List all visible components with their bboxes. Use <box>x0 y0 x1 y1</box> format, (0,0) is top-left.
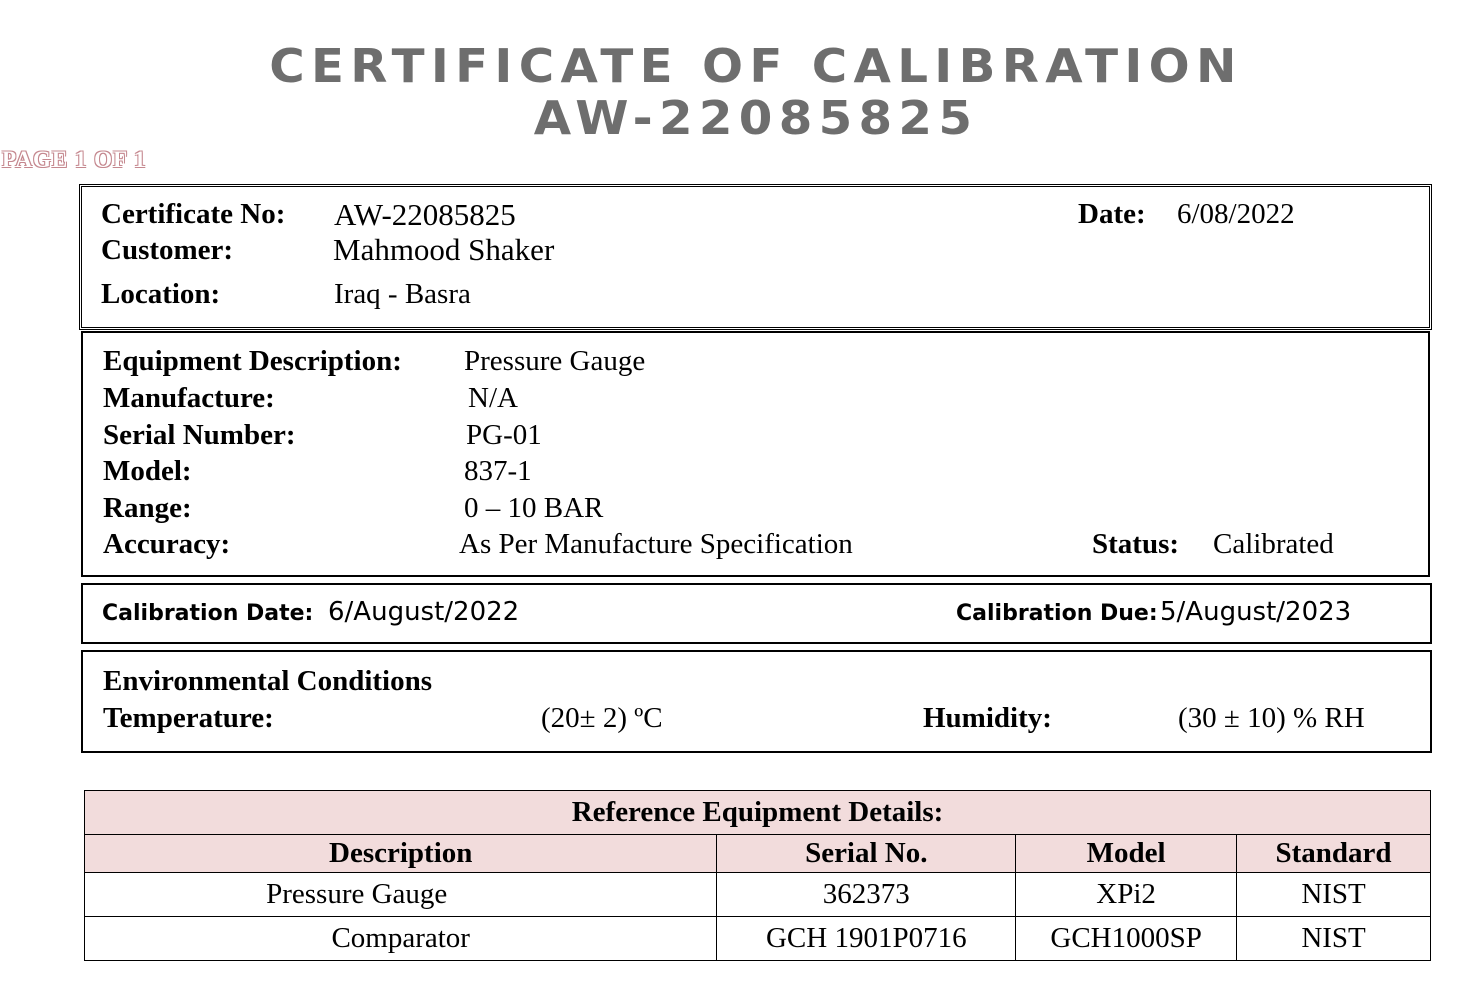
range-value: 0 – 10 BAR <box>464 492 604 524</box>
column-header-description: Description <box>85 835 717 873</box>
cert-no-label: Certificate No: <box>101 198 286 230</box>
page-indicator: PAGE 1 OF 1 <box>2 147 147 172</box>
table-cell-serial-no: 362373 <box>717 873 1016 917</box>
customer-label: Customer: <box>101 234 234 266</box>
manufacture-value: N/A <box>468 382 518 414</box>
model-value: 837-1 <box>464 455 532 487</box>
accuracy-value: As Per Manufacture Specification <box>459 528 853 560</box>
column-header-model: Model <box>1016 835 1237 873</box>
table-cell-standard: NIST <box>1237 917 1431 961</box>
table-cell-model: XPi2 <box>1016 873 1237 917</box>
date-label: Date: <box>1078 198 1146 230</box>
customer-value: Mahmood Shaker <box>333 232 555 267</box>
equipment-description-value: Pressure Gauge <box>464 345 646 377</box>
location-value: Iraq - Basra <box>334 278 471 310</box>
status-label: Status: <box>1092 528 1180 560</box>
reference-equipment-table <box>84 790 1431 961</box>
model-label: Model: <box>103 455 192 487</box>
status-value: Calibrated <box>1213 528 1334 560</box>
table-row <box>85 873 1431 917</box>
calibration-date-value: 6/August/2022 <box>328 597 520 627</box>
environmental-heading: Environmental Conditions <box>103 665 433 697</box>
location-label: Location: <box>101 278 221 310</box>
column-header-standard: Standard <box>1237 835 1431 873</box>
calibration-due-value: 5/August/2023 <box>1160 597 1352 627</box>
table-cell-serial-no: GCH 1901P0716 <box>717 917 1016 961</box>
certificate-code-heading: AW-22085825 <box>533 91 979 145</box>
cert-no-value: AW-22085825 <box>334 197 516 232</box>
table-cell-description: Comparator <box>85 917 717 961</box>
serial-number-value: PG-01 <box>466 419 542 451</box>
temperature-value: (20± 2) ºC <box>541 702 663 734</box>
column-header-serial-no: Serial No. <box>717 835 1016 873</box>
range-label: Range: <box>103 492 192 524</box>
table-cell-description: Pressure Gauge <box>85 873 717 917</box>
reference-table-caption: Reference Equipment Details: <box>85 791 1431 835</box>
equipment-description-label: Equipment Description: <box>103 345 402 377</box>
accuracy-label: Accuracy: <box>103 528 231 560</box>
table-row <box>85 917 1431 961</box>
date-value: 6/08/2022 <box>1177 198 1295 230</box>
calibration-date-label: Calibration Date: <box>102 601 314 626</box>
table-cell-standard: NIST <box>1237 873 1431 917</box>
temperature-label: Temperature: <box>103 702 274 734</box>
serial-number-label: Serial Number: <box>103 419 296 451</box>
humidity-value: (30 ± 10) % RH <box>1178 702 1365 734</box>
calibration-due-label: Calibration Due: <box>956 601 1158 626</box>
table-cell-model: GCH1000SP <box>1016 917 1237 961</box>
manufacture-label: Manufacture: <box>103 382 275 414</box>
humidity-label: Humidity: <box>923 702 1052 734</box>
certificate-title: CERTIFICATE OF CALIBRATION <box>269 39 1243 93</box>
